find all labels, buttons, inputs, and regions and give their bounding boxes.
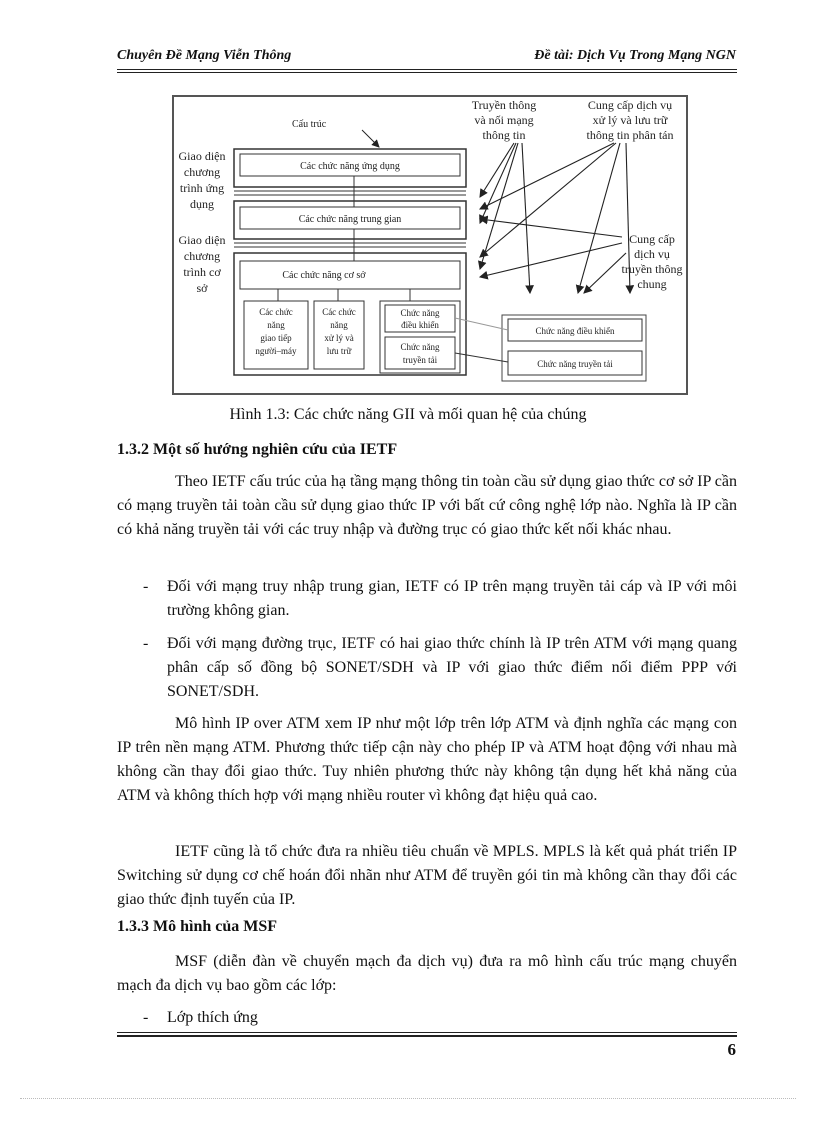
- svg-text:trình cơ: trình cơ: [183, 265, 221, 279]
- svg-text:chương: chương: [183, 249, 221, 263]
- svg-text:Các chức: Các chức: [322, 307, 356, 317]
- svg-text:năng: năng: [330, 320, 348, 330]
- svg-text:Chức năng: Chức năng: [400, 308, 440, 318]
- header-right-title: Đề tài: Dịch Vụ Trong Mạng NGN: [534, 48, 736, 63]
- header-left-title: Chuyên Đề Mạng Viễn Thông: [117, 48, 292, 63]
- svg-text:lưu trữ: lưu trữ: [326, 346, 352, 356]
- label-top-mid: [472, 98, 537, 142]
- svg-text:xử lý và: xử lý và: [324, 333, 354, 343]
- bullet-2: - Đối với mạng đường trục, IETF có hai giao thức chính là IP trên ATM với mạng quang phân cấp số đồng bộ SONET/SDH và IP với giao thức điểm nối điểm PPP với SONET/SDH.: [143, 635, 737, 700]
- svg-text:sở: sở: [196, 281, 208, 295]
- svg-text:truyền thông: truyền thông: [621, 262, 683, 276]
- header-rule-thick: [117, 69, 737, 70]
- svg-text:trình ứng: trình ứng: [179, 181, 225, 195]
- svg-text:Chức năng truyền tải: Chức năng truyền tải: [537, 359, 613, 369]
- svg-text:năng: năng: [267, 320, 285, 330]
- label-api-base: [179, 233, 226, 295]
- svg-text:Truyền thông: Truyền thông: [471, 98, 537, 112]
- box-app-label: Các chức năng ứng dụng: [300, 161, 400, 172]
- svg-text:Chức năng điều khiển: Chức năng điều khiển: [535, 326, 615, 336]
- heading-1-3-3: 1.3.3 Mô hình của MSF: [117, 918, 278, 935]
- svg-text:giao tiếp: giao tiếp: [260, 333, 292, 343]
- paragraph-4: MSF (diễn đàn về chuyển mạch đa dịch vụ) đưa ra mô hình cấu trúc mạng chuyển mạch đa dịch vụ bao gồm các lớp:: [117, 953, 737, 994]
- svg-text:và nối mạng: và nối mạng: [474, 113, 534, 127]
- svg-text:Giao diện: Giao diện: [178, 233, 226, 247]
- label-top-right: [587, 98, 674, 142]
- figure-caption: Hình 1.3: Các chức năng GII và mối quan hệ của chúng: [229, 406, 587, 423]
- svg-text:Chức năng: Chức năng: [400, 342, 440, 352]
- svg-text:chương: chương: [183, 165, 221, 179]
- paragraph-1: Theo IETF cấu trúc của hạ tầng mạng thông tin toàn cầu sử dụng giao thức cơ sở IP cần có mạng truyền tải toàn cầu sử dụng giao thức IP với bất cứ công nghệ lớp nào. Nghĩa là IP cần có khả năng truyền tải với các truy nhập và đường trục có giao thức kết nối khác nhau.: [117, 473, 737, 538]
- label-right-mid: [622, 232, 683, 291]
- svg-text:xử lý và lưu trữ: xử lý và lưu trữ: [592, 113, 668, 127]
- svg-text:Các chức: Các chức: [259, 307, 293, 317]
- svg-text:người–máy: người–máy: [255, 346, 297, 356]
- page-edge-dotted: [20, 1098, 796, 1099]
- footer-rule-thick: [117, 1035, 737, 1037]
- box-middle-label: Các chức năng trung gian: [298, 214, 402, 225]
- paragraph-2: Mô hình IP over ATM xem IP như một lớp trên lớp ATM và định nghĩa các mạng con IP trên nền mạng ATM. Phương thức tiếp cận này cho phép IP và ATM hoạt động với nhau mà không cần thay đổi giao thức. Tuy nhiên phương thức này không tận dụng hết khả năng của ATM và không thích hợp với mạng nhiều router vì không đạt hiệu quả cao.: [117, 715, 737, 804]
- bullet-1: - Đối với mạng truy nhập trung gian, IETF có IP trên mạng truyền tải cáp và IP với môi trường không gian.: [143, 578, 737, 619]
- svg-text:Giao diện: Giao diện: [178, 149, 226, 163]
- structure-arrow: [362, 130, 379, 147]
- svg-text:dịch vụ: dịch vụ: [634, 247, 670, 261]
- gii-diagram: [174, 97, 686, 393]
- svg-text:thông tin: thông tin: [482, 128, 526, 142]
- heading-1-3-2: 1.3.2 Một số hướng nghiên cứu của IETF: [117, 441, 398, 458]
- label-api-app: [179, 149, 226, 211]
- paragraph-3: IETF cũng là tổ chức đưa ra nhiều tiêu chuẩn về MPLS. MPLS là kết quả phát triển IP Switching sử dụng cơ chế hoán đổi nhãn như ATM để truyền gói tin mà không cần thay đổi các giao thức định tuyến của IP.: [117, 843, 737, 908]
- svg-text:Cung cấp dịch vụ: Cung cấp dịch vụ: [587, 98, 673, 112]
- svg-text:truyền tải: truyền tải: [402, 355, 438, 365]
- svg-text:chung: chung: [637, 277, 667, 291]
- footer-rule-thin: [117, 1032, 737, 1033]
- bullet-3: - Lớp thích ứng: [143, 1009, 258, 1026]
- svg-text:Cung cấp: Cung cấp: [629, 232, 675, 246]
- box-base-label: Các chức năng cơ sở: [282, 270, 366, 281]
- label-structure: Cấu trúc: [292, 119, 327, 130]
- page-number: 6: [727, 1040, 736, 1059]
- svg-text:thông tin phân tán: thông tin phân tán: [586, 128, 674, 142]
- svg-text:dụng: dụng: [190, 197, 214, 211]
- gii-figure: [172, 95, 688, 395]
- header-rule-thin: [117, 72, 737, 73]
- svg-text:điều khiển: điều khiển: [401, 320, 439, 330]
